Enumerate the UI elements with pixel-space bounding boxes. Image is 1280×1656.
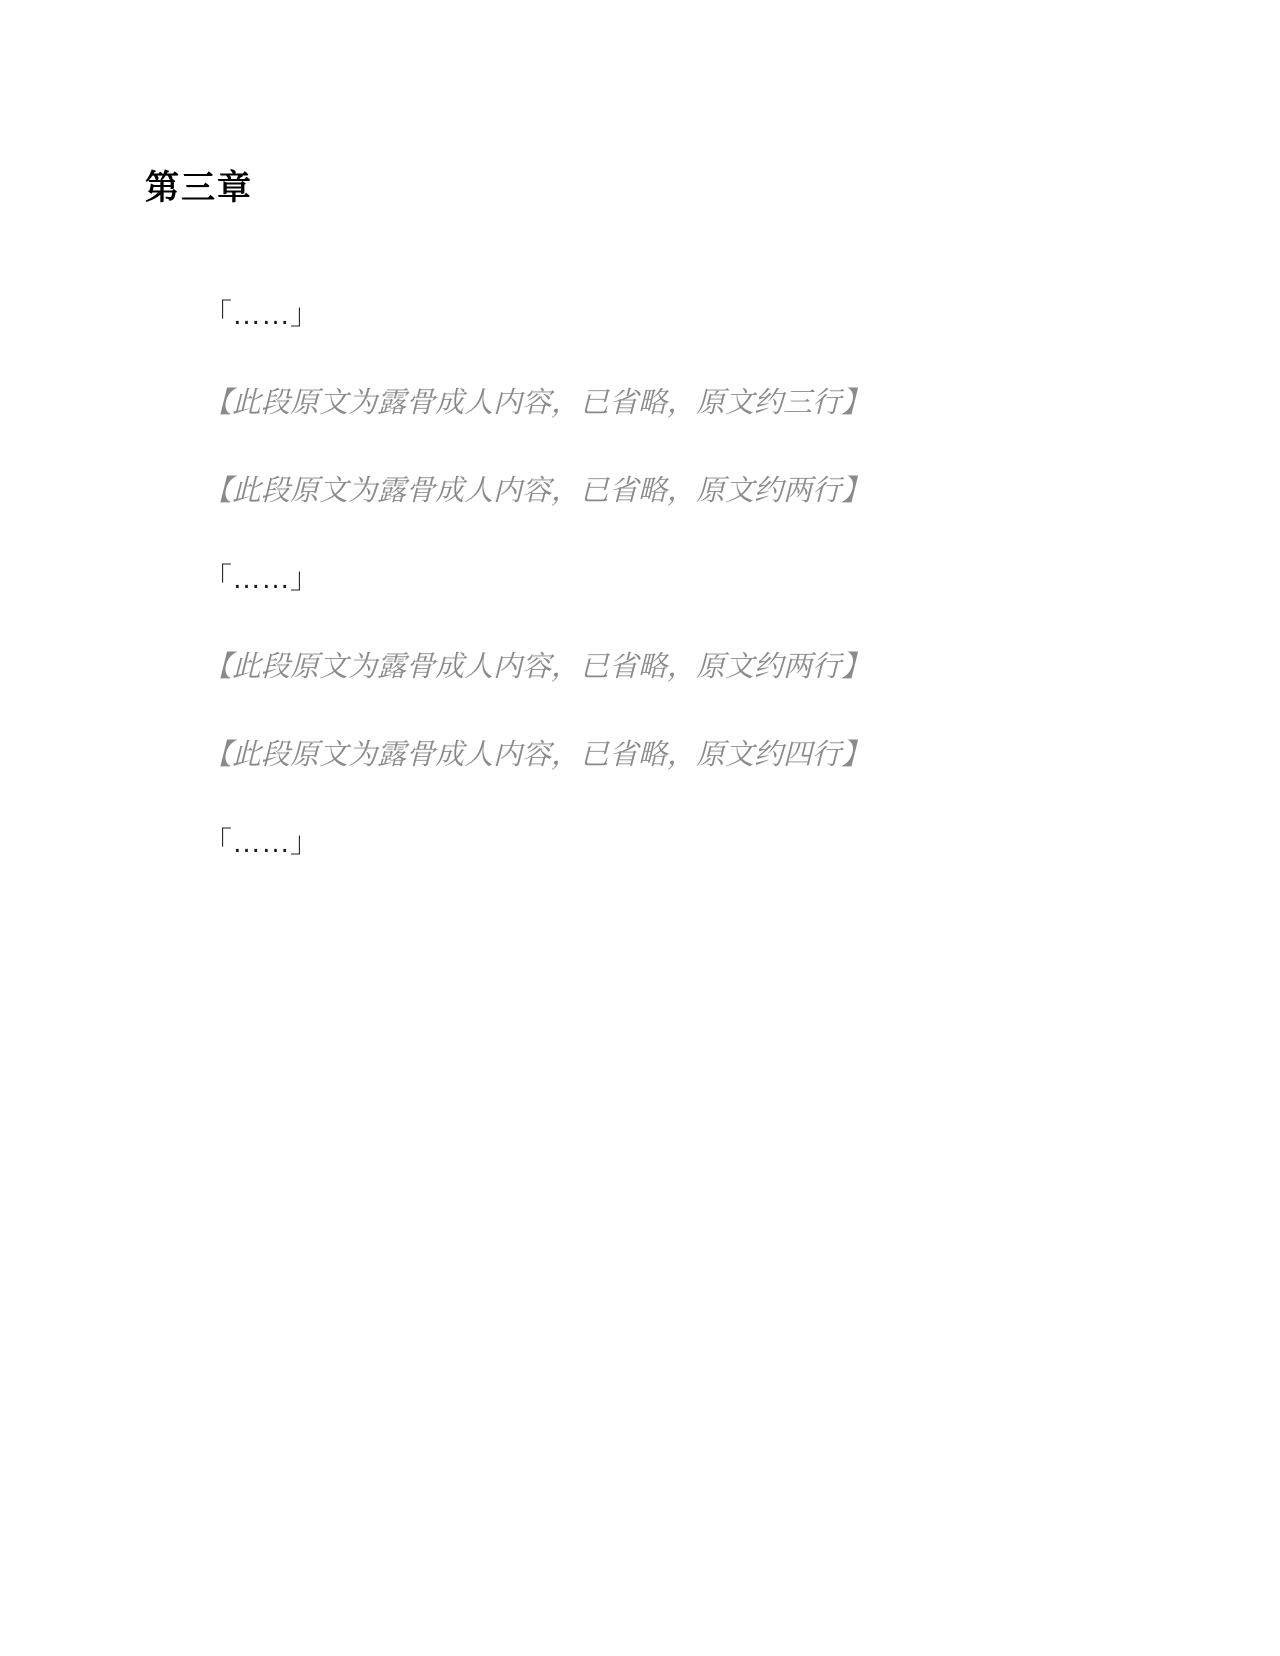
- paragraph-quote: 「……」: [203, 299, 320, 331]
- paragraph-quote: 「……」: [203, 826, 320, 859]
- paragraph-redacted: 【此段原文为露骨成人内容，已省略，原文约三行】: [203, 386, 871, 419]
- paragraph-quote: 「……」: [203, 562, 320, 595]
- paragraph-redacted: 【此段原文为露骨成人内容，已省略，原文约两行】: [203, 474, 871, 507]
- chapter-heading: 第三章: [145, 169, 253, 207]
- text-column: [145, 160, 1085, 895]
- paragraph-redacted: 【此段原文为露骨成人内容，已省略，原文约两行】: [203, 650, 871, 683]
- paragraph-redacted: 【此段原文为露骨成人内容，已省略，原文约四行】: [203, 738, 871, 771]
